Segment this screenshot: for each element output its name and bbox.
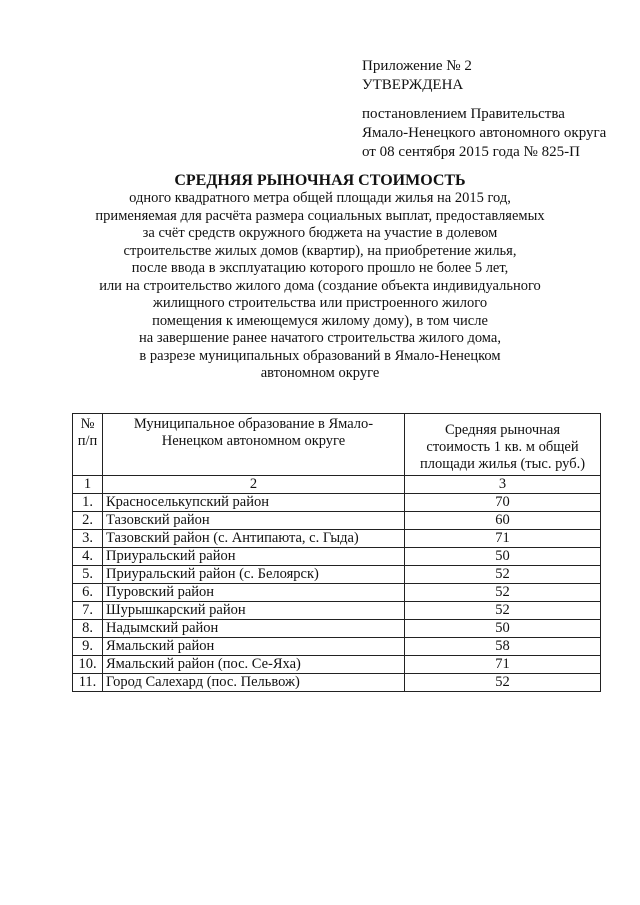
approval-line-3: от 08 сентября 2015 года № 825-П [362, 144, 580, 160]
row-number: 4. [73, 548, 103, 566]
row-number: 8. [73, 620, 103, 638]
row-price: 71 [405, 656, 601, 674]
header-price [405, 414, 601, 476]
table-row [73, 638, 601, 656]
row-price: 52 [405, 602, 601, 620]
row-municipality: Приуральский район (с. Белоярск) [103, 566, 405, 584]
row-number: 7. [73, 602, 103, 620]
row-price: 58 [405, 638, 601, 656]
approved-label: УТВЕРЖДЕНА [362, 77, 464, 93]
header-price-line3: площади жилья (тыс. руб.) [419, 456, 586, 472]
table-row [73, 674, 601, 692]
header-price-line1: Средняя рыночная [444, 422, 561, 438]
row-number: 9. [73, 638, 103, 656]
table-row [73, 566, 601, 584]
header-number [73, 414, 103, 476]
row-price: 71 [405, 530, 601, 548]
price-table [72, 413, 601, 692]
subtitle-line: в разрезе муниципальных образований в Ямало-Ненецком [139, 347, 501, 364]
row-price: 50 [405, 620, 601, 638]
table-row [73, 602, 601, 620]
header-number-line1: № [80, 416, 95, 432]
approval-line-1: постановлением Правительства [362, 106, 565, 122]
subtitle-line: применяемая для расчёта размера социальных выплат, предоставляемых [95, 207, 545, 224]
row-municipality: Шурышкарский район [103, 602, 405, 620]
subtitle-line: на завершение ранее начатого строительства жилого дома, [139, 330, 501, 346]
header-price-line2: стоимость 1 кв. м общей [426, 439, 579, 455]
row-price: 52 [405, 584, 601, 602]
row-number: 2. [73, 512, 103, 530]
row-municipality: Приуральский район [103, 548, 405, 566]
table-header-row [73, 414, 601, 476]
row-municipality: Тазовский район [103, 512, 405, 530]
row-municipality: Пуровский район [103, 584, 405, 602]
row-number: 5. [73, 566, 103, 584]
row-number: 1. [73, 494, 103, 512]
subtitle-line: автономном округе [260, 365, 380, 381]
row-municipality: Город Салехард (пос. Пельвож) [103, 674, 405, 692]
subtitle-line: жилищного строительства или пристроенного жилого [152, 295, 488, 311]
appendix-label: Приложение № 2 [362, 58, 472, 74]
row-price: 52 [405, 674, 601, 692]
table-row [73, 530, 601, 548]
row-number: 3. [73, 530, 103, 548]
table-row [73, 656, 601, 674]
table-row [73, 548, 601, 566]
header-municipality-line1: Муниципальное образование в Ямало- [133, 416, 374, 432]
row-price: 52 [405, 566, 601, 584]
row-municipality: Ямальский район [103, 638, 405, 656]
row-number: 11. [73, 674, 103, 692]
approval-line-2: Ямало-Ненецкого автономного округа [362, 125, 607, 141]
subtitle-line: одного квадратного метра общей площади жилья на 2015 год, [129, 190, 511, 206]
row-price: 70 [405, 494, 601, 512]
subtitle-line: или на строительство жилого дома (создание объекта индивидуального [99, 277, 541, 294]
subtitle-line: помещения к имеющемуся жилому дому), в том числе [152, 312, 488, 329]
row-municipality: Ямальский район (пос. Се-Яха) [103, 656, 405, 674]
subtitle-line: после ввода в эксплуатацию которого прошло не более 5 лет, [131, 260, 509, 276]
column-number: 2 [103, 476, 405, 494]
document-subtitle [40, 190, 600, 383]
row-price: 60 [405, 512, 601, 530]
column-number-row [73, 476, 601, 494]
table-row [73, 620, 601, 638]
row-number: 10. [73, 656, 103, 674]
document-title: СРЕДНЯЯ РЫНОЧНАЯ СТОИМОСТЬ [174, 172, 466, 189]
row-municipality: Красноселькупский район [103, 494, 405, 512]
header-number-line2: п/п [77, 433, 98, 449]
column-number: 1 [73, 476, 103, 494]
table-row [73, 494, 601, 512]
header-municipality-line2: Ненецком автономном округе [161, 433, 346, 449]
row-municipality: Надымский район [103, 620, 405, 638]
subtitle-line: строительстве жилых домов (квартир), на приобретение жилья, [123, 242, 517, 259]
header-municipality [103, 414, 405, 476]
row-price: 50 [405, 548, 601, 566]
column-number: 3 [405, 476, 601, 494]
table-row [73, 512, 601, 530]
row-municipality: Тазовский район (с. Антипаюта, с. Гыда) [103, 530, 405, 548]
approval-block [362, 57, 632, 162]
table-row [73, 584, 601, 602]
subtitle-line: за счёт средств окружного бюджета на участие в долевом [142, 225, 498, 241]
row-number: 6. [73, 584, 103, 602]
